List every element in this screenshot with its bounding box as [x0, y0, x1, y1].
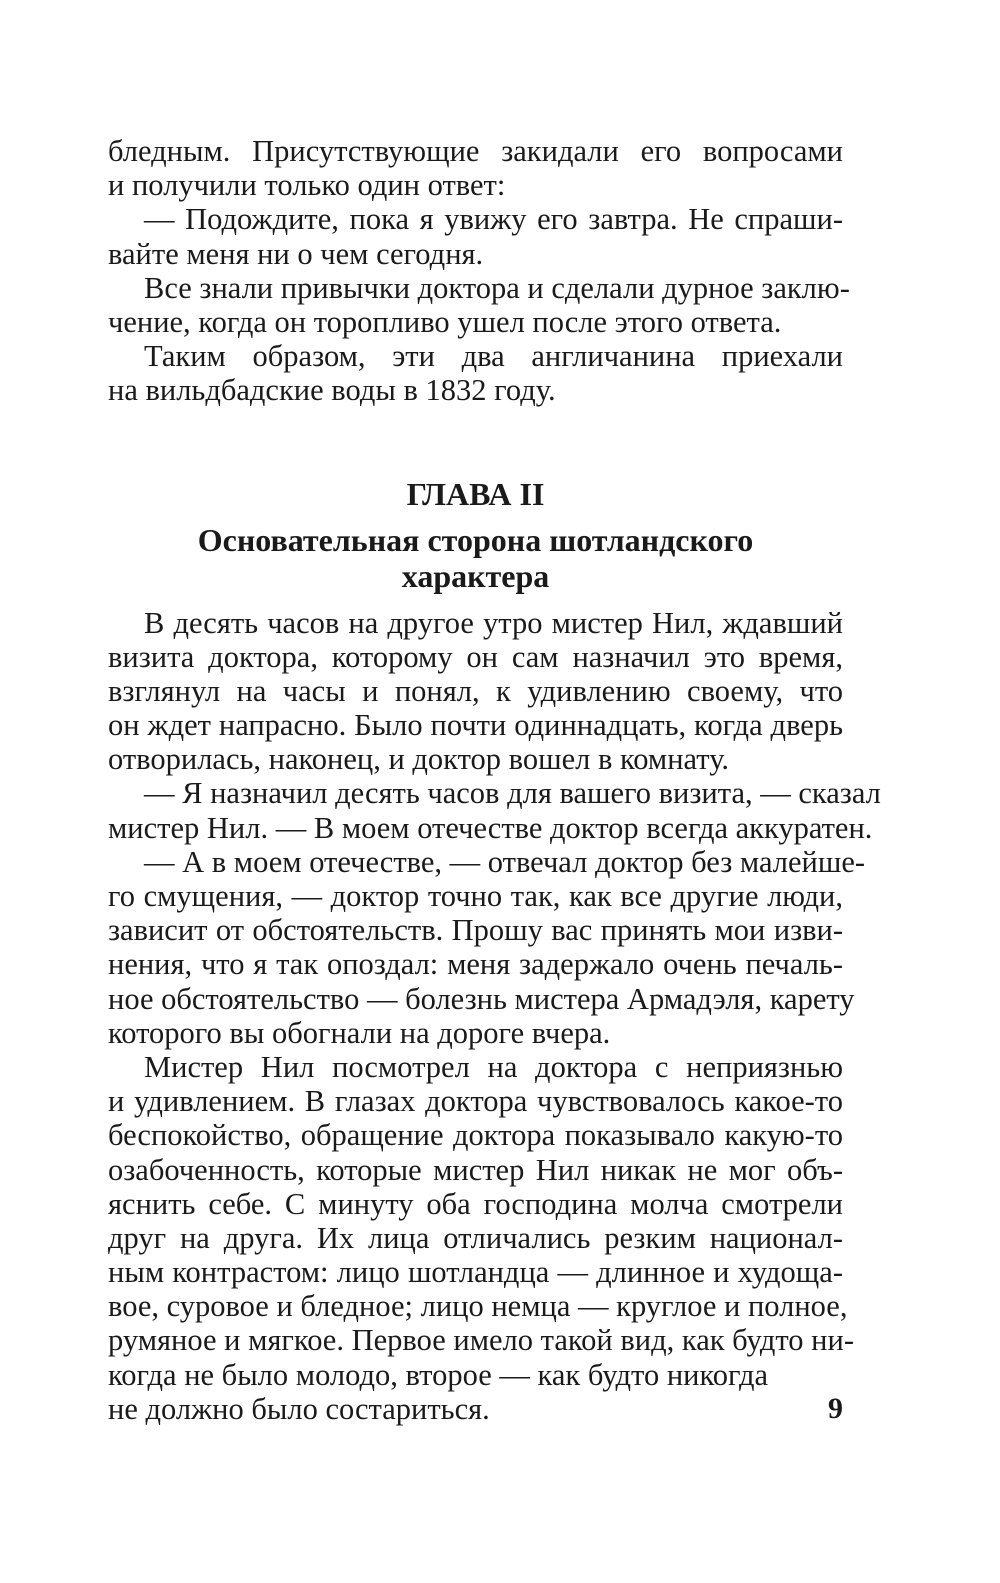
text-line: яснить себе. С минуту оба господина молча смотрели [108, 1186, 843, 1221]
text-line: — Подождите, пока я увижу его завтра. Не спраши- [144, 202, 843, 237]
text-line: нения, что я так опоздал: меня задержало очень печаль- [108, 947, 843, 982]
text-line: которого вы обогнали на дороге вчера. [108, 1015, 611, 1050]
text-line: бледным. Присутствующие закидали его вопросами [108, 134, 843, 168]
text-line: когда не было молодо, второе — как будто никогда [108, 1357, 769, 1392]
text-line: — Я назначил десять часов для вашего визита, — сказал [144, 776, 881, 811]
text-line: беспокойство, обращение доктора показывало какую-то [108, 1118, 843, 1153]
text-line: он ждет напрасно. Было почти одиннадцать, когда дверь [108, 708, 843, 743]
chapter-heading [108, 472, 843, 594]
text-line: и получили только один ответ: [108, 168, 506, 203]
text-line: В десять часов на другое утро мистер Нил, ждавший [144, 605, 843, 640]
paragraph [108, 270, 850, 339]
chapter-title-line: Основательная сторона шотландского [197, 521, 754, 558]
text-line: не должно было состариться. [108, 1391, 490, 1426]
text-line: Все знали привычки доктора и сделали дурное заклю- [144, 270, 850, 305]
chapter-body [108, 605, 881, 1427]
paragraph [108, 606, 843, 777]
text-line: вое, суровое и бледное; лицо немца — круглое и полное, [108, 1289, 848, 1324]
book-page [108, 134, 881, 1426]
text-line: чение, когда он торопливо ушел после этого ответа. [108, 304, 782, 339]
text-line: зависит от обстоятельств. Прошу вас принять мои изви- [108, 913, 843, 948]
text-line: го смущения, — доктор точно так, как все другие люди, [108, 879, 843, 913]
chapter-title [108, 522, 843, 594]
paragraph [108, 844, 866, 1050]
text-line: Таким образом, эти два англичанина приехали [144, 339, 843, 374]
text-line: Мистер Нил посмотрел на доктора с неприязнью [144, 1049, 843, 1084]
text-line: ное обстоятельство — болезнь мистера Армадэля, карету [108, 981, 855, 1016]
chapter-label: ГЛАВА II [406, 475, 545, 512]
paragraph [108, 776, 881, 845]
text-line: румяное и мягкое. Первое имело такой вид, как будто ни- [108, 1323, 854, 1358]
text-line: взглянул на часы и понял, к удивлению своему, что [108, 673, 843, 708]
text-line: на вильдбадские воды в 1832 году. [108, 373, 556, 408]
page-number: 9 [828, 1391, 843, 1425]
text-line: вайте меня ни о чем сегодня. [108, 236, 484, 271]
final-row [108, 1392, 843, 1426]
chapter-title-line: характера [401, 557, 550, 594]
text-line: ным контрастом: лицо шотландца — длинное и худоща- [108, 1255, 843, 1290]
text-line: — А в моем отечестве, — отвечал доктор без малейше- [144, 844, 866, 879]
text-line: мистер Нил. — В моем отечестве доктор всегда аккуратен. [108, 810, 873, 845]
text-line: друг на друга. Их лица отличались резким национал- [108, 1220, 843, 1255]
paragraph [108, 134, 843, 202]
text-line: озабоченность, которые мистер Нил никак не мог объ- [108, 1152, 843, 1187]
paragraph [108, 1049, 854, 1392]
text-line: визита доктора, которому он сам назначил это время, [108, 639, 843, 674]
paragraph [108, 202, 843, 270]
paragraph [108, 339, 843, 407]
text-line: отворилась, наконец, и доктор вошел в комнату. [108, 742, 730, 777]
text-line: и удивлением. В глазах доктора чувствовалось какое-то [108, 1084, 843, 1119]
